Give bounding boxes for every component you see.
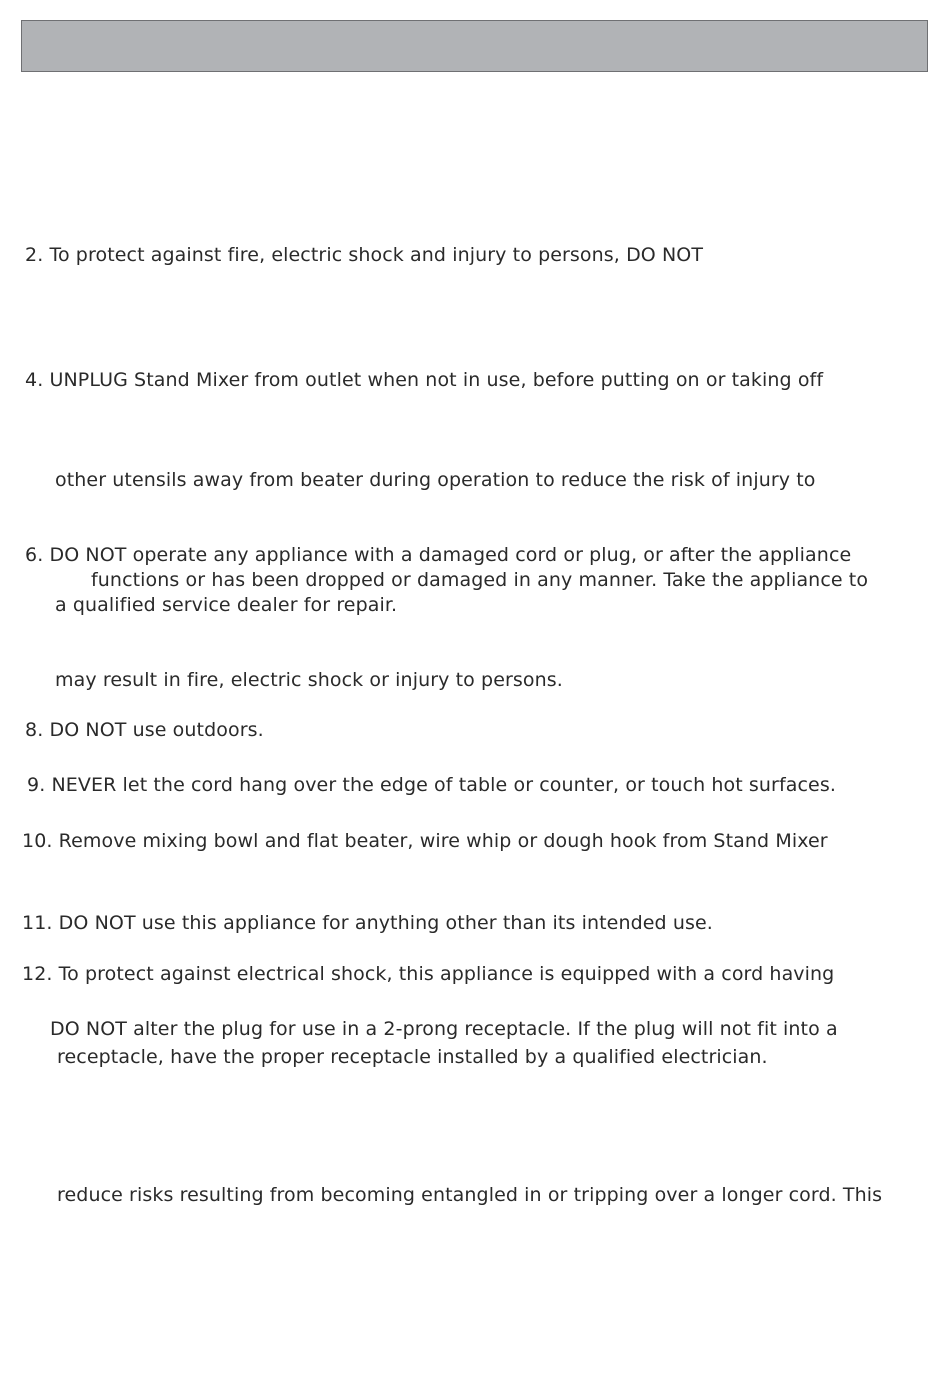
safety-item-12-line-2: DO NOT alter the plug for use in a 2-prong receptacle. If the plug will not fit into a [50, 1018, 838, 1040]
header-bar [21, 20, 928, 72]
safety-item-7-fragment: may result in fire, electric shock or injury to persons. [55, 669, 563, 691]
safety-item-9: 9. NEVER let the cord hang over the edge of table or counter, or touch hot surfaces. [27, 774, 836, 796]
safety-item-6-line-1: 6. DO NOT operate any appliance with a damaged cord or plug, or after the appliance [25, 544, 852, 566]
safety-item-6-line-2: functions or has been dropped or damaged in any manner. Take the appliance to [91, 569, 869, 591]
safety-item-11: 11. DO NOT use this appliance for anything other than its intended use. [22, 912, 713, 934]
safety-item-2: 2. To protect against fire, electric shock and injury to persons, DO NOT [25, 244, 704, 266]
safety-item-6-line-3: a qualified service dealer for repair. [55, 594, 398, 616]
safety-item-10: 10. Remove mixing bowl and flat beater, wire whip or dough hook from Stand Mixer [22, 830, 828, 852]
safety-item-8: 8. DO NOT use outdoors. [25, 719, 264, 741]
safety-item-12-line-1: 12. To protect against electrical shock, this appliance is equipped with a cord having [22, 963, 835, 985]
safety-item-4: 4. UNPLUG Stand Mixer from outlet when not in use, before putting on or taking off [25, 369, 824, 391]
safety-item-12-line-3: receptacle, have the proper receptacle installed by a qualified electrician. [57, 1046, 768, 1068]
safety-item-5-fragment: other utensils away from beater during operation to reduce the risk of injury to [55, 469, 816, 491]
safety-item-13-fragment: reduce risks resulting from becoming entangled in or tripping over a longer cord. This [57, 1184, 883, 1206]
